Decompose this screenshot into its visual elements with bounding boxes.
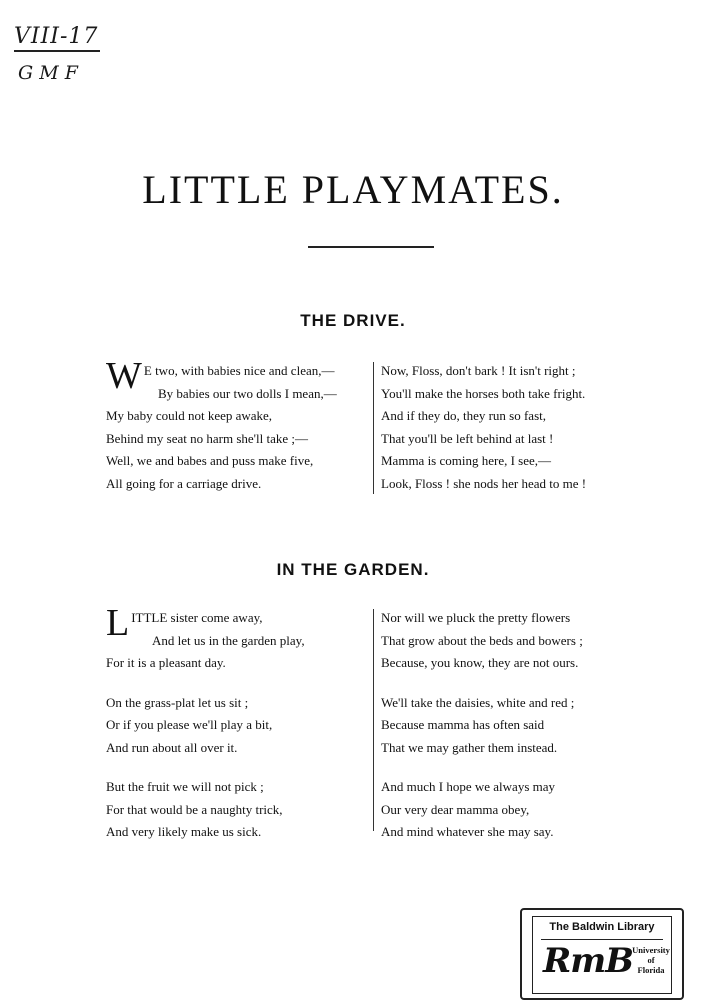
section-heading-drive: THE DRIVE. xyxy=(300,311,406,330)
stamp-university-line: Florida xyxy=(637,965,665,975)
page-title: LITTLE PLAYMATES. xyxy=(142,167,564,212)
poem-line: We'll take the daisies, white and red ; xyxy=(381,694,575,710)
poem-line: Our very dear mamma obey, xyxy=(381,801,530,817)
poem-line: Look, Floss ! she nods her head to me ! xyxy=(381,475,587,491)
poem-line: On the grass-plat let us sit ; xyxy=(106,694,249,710)
poem-line: And let us in the garden play, xyxy=(152,632,305,648)
column-divider xyxy=(373,362,374,494)
stamp-rule xyxy=(541,939,663,940)
poem-line: That we may gather them instead. xyxy=(381,739,558,755)
title-rule xyxy=(308,246,434,248)
poem-column-garden-right xyxy=(381,607,651,844)
stanza-gap xyxy=(381,675,651,692)
stanza-gap xyxy=(106,759,368,776)
stanza-gap xyxy=(381,759,651,776)
poem-line: Nor will we pluck the pretty flowers xyxy=(381,610,571,625)
stanza-gap xyxy=(106,675,368,692)
poem-column-garden-left xyxy=(106,602,368,844)
shelf-mark-text: VIII-17 xyxy=(14,24,99,49)
handwritten-shelf-mark xyxy=(14,24,98,49)
poem-line: Well, we and babes and puss make five, xyxy=(106,453,314,468)
stamp-university-line: of xyxy=(647,955,655,965)
poem-line: Or if you please we'll play a bit, xyxy=(106,717,273,732)
poem-line-text: ITTLE sister come away, xyxy=(131,610,263,625)
poem-line: But the fruit we will not pick ; xyxy=(106,779,264,794)
poem-column-drive-right xyxy=(381,360,651,495)
poem-line: That you'll be left behind at last ! xyxy=(381,430,554,446)
stamp-university-line: University xyxy=(632,945,670,955)
stamp-frame xyxy=(532,916,672,994)
poem-line: And run about all over it. xyxy=(106,739,238,755)
poem-line: That grow about the beds and bowers ; xyxy=(381,632,583,648)
stamp-university xyxy=(629,945,673,975)
poem-line: My baby could not keep awake, xyxy=(106,408,273,423)
handwritten-initials: G M F xyxy=(18,62,78,84)
poem-line: All going for a carriage drive. xyxy=(106,475,262,491)
poem-line: For that would be a naughty trick, xyxy=(106,801,283,817)
poem-column-drive-left xyxy=(106,355,368,495)
poem-line: And if they do, they run so fast, xyxy=(381,408,547,423)
poem-line: Now, Floss, don't bark ! It isn't right ; xyxy=(381,363,576,378)
poem-line: You'll make the horses both take fright. xyxy=(381,385,586,401)
stamp-library-name: The Baldwin Library xyxy=(549,921,655,933)
poem-line-text: E two, with babies nice and clean,— xyxy=(143,363,335,378)
shelf-mark-underline xyxy=(14,50,100,52)
poem-line: Mamma is coming here, I see,— xyxy=(381,453,552,468)
section-heading-garden: IN THE GARDEN. xyxy=(276,560,430,579)
poem-line: By babies our two dolls I mean,— xyxy=(158,385,337,401)
column-divider xyxy=(373,609,374,831)
library-stamp xyxy=(520,908,684,1000)
drop-cap: W xyxy=(106,355,142,397)
poem-line: Behind my seat no harm she'll take ;— xyxy=(106,430,308,446)
poem-line: Because mamma has often said xyxy=(381,717,545,732)
poem-line: Because, you know, they are not ours. xyxy=(381,655,579,670)
poem-line: And much I hope we always may xyxy=(381,779,556,794)
poem-line: And mind whatever she may say. xyxy=(381,824,554,839)
drop-cap: L xyxy=(106,602,130,644)
poem-line: And very likely make us sick. xyxy=(106,824,262,839)
poem-line: For it is a pleasant day. xyxy=(106,655,226,670)
stamp-logo: RmB xyxy=(543,941,633,981)
